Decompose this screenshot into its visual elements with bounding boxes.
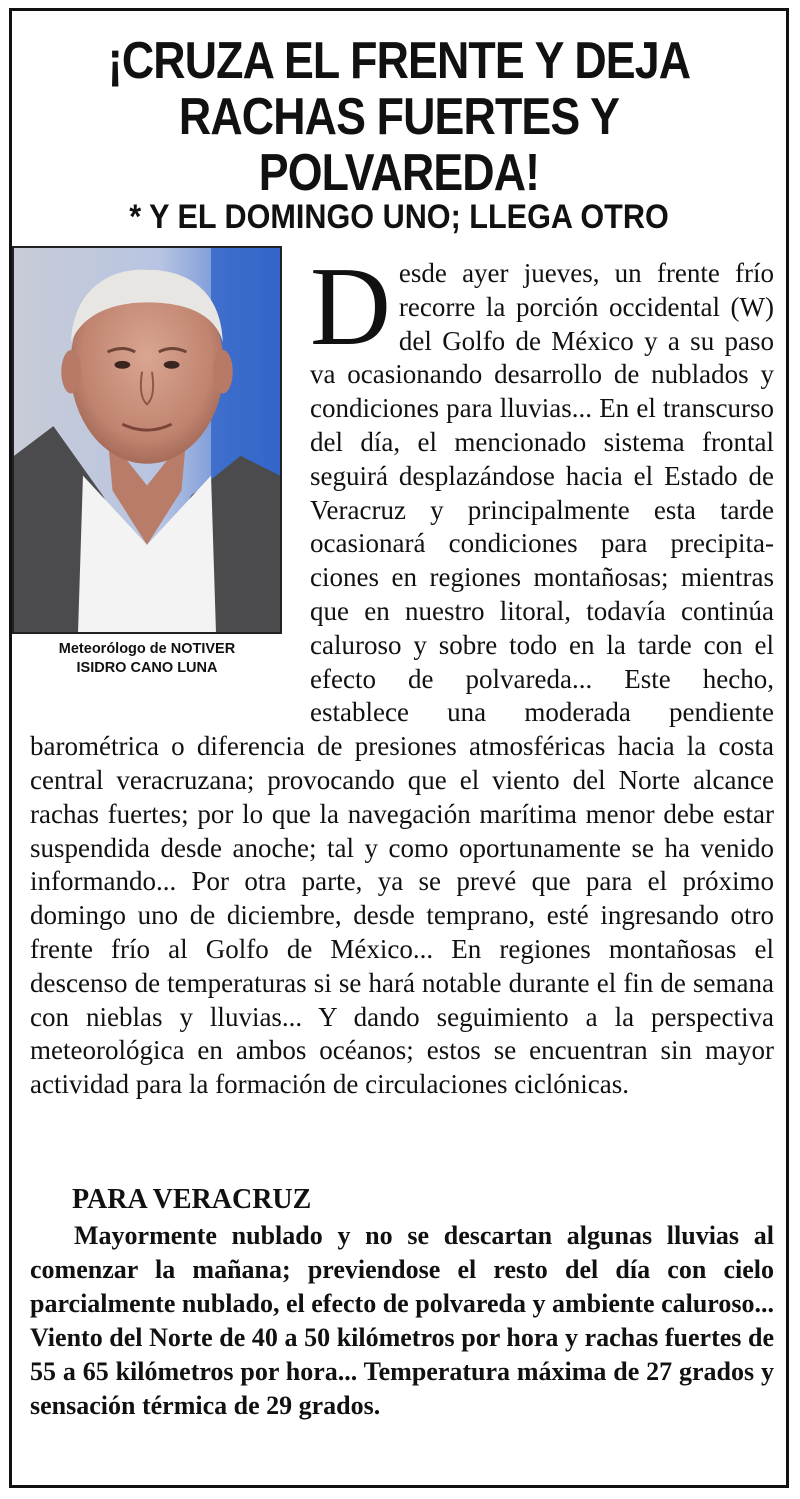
subheadline: * Y EL DOMINGO UNO; LLEGA OTRO <box>129 198 669 236</box>
article-frame <box>9 8 789 1488</box>
forecast-text: Mayormente nublado y no se descartan algunas lluvias al comenzar la mañana; previendose el resto del día con cielo parcialmente nublado, el efecto de polvareda y ambiente caluroso... Viento del Norte de 40 a 50 kilómetros por hora y rachas fuertes de 55 a 65 kilómetros por hora... Temperatura máxima de 27 grados y sensación térmica de 29 grados. <box>30 1221 774 1420</box>
headline-line-1: ¡CRUZA EL FRENTE Y DEJA <box>107 32 691 90</box>
section-title: PARA VERACRUZ <box>72 1184 312 1215</box>
headline-line-2: RACHAS FUERTES Y POLVAREDA! <box>178 88 620 202</box>
photo-caption-line-2: ISIDRO CANO LUNA <box>76 660 218 676</box>
article-body <box>30 245 774 1102</box>
photo-spacer <box>30 257 300 697</box>
drop-cap: D <box>310 245 391 369</box>
article-body-text: esde ayer jueves, un frente frío recorre la porción occidental (W) del Golfo de México y a su paso va ocasionando desarrollo de nublados y condiciones para lluvias... En el transcurso del día, el mencionado sistema frontal seguirá desplazándose hacia el Estado de Veracruz y principalmente esta tarde ocasionará condiciones para precipitaciones en regiones montañosas; mientras que en nuestro litoral, todavía continúa caluroso y sobre todo en la tarde con el efecto de polvareda... Este hecho, establece una moderada pendiente barométrica o diferencia de presiones atmosféricas hacia la costa central veracruzana; provocando que el viento del Norte alcance rachas fuertes; por lo que la navegación marítima menor debe estar suspendida desde anoche; tal y como oportunamente se ha venido informando... Por otra parte, ya se prevé que para el próximo domingo uno de diciembre, desde temprano, esté ingresando otro frente frío al Golfo de México... En regiones montañosas el descenso de temperaturas si se hará notable durante el fin de semana con nieblas y lluvias... Y dando seguimiento a la perspectiva meteorológica en ambos océanos; estos se encuentran sin mayor actividad para la formación de circulaciones ciclónicas. <box>30 258 774 1100</box>
photo-caption-line-1: Meteorólogo de NOTIVER <box>58 641 236 657</box>
headline <box>66 33 732 201</box>
